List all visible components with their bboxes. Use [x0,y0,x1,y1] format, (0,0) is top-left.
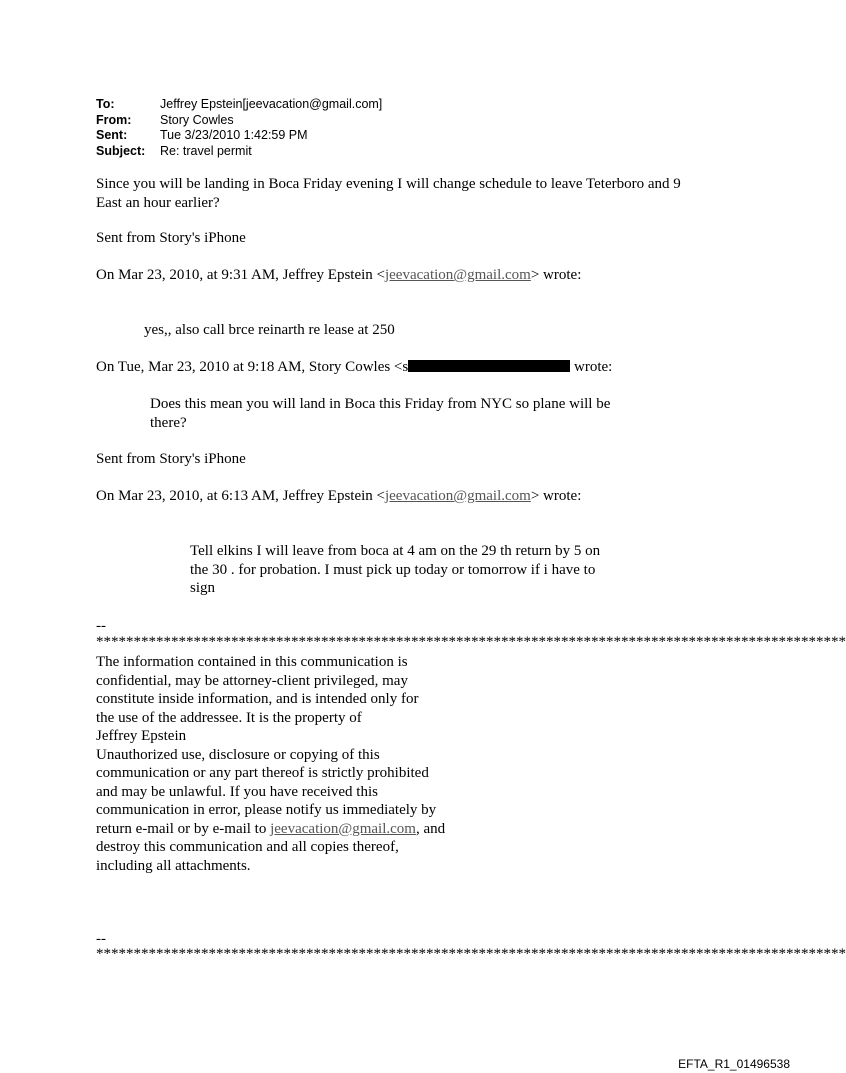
sent-label: Sent: [96,128,128,142]
subject-row [96,144,382,160]
message-line-2: East an hour earlier? [96,194,220,211]
footer-stars: **************************************************************************************************** [96,946,846,962]
redaction-bar [408,360,570,372]
quote-header-1-suffix: > wrote: [530,267,582,283]
disclaimer-line: constitute inside information, and is intended only for [96,691,419,707]
disclaimer-line: including all attachments. [96,857,251,874]
sent-row [96,128,382,144]
reply-2-line-2: there? [150,414,187,431]
disclaimer-line: communication in error, please notify us immediately by [96,802,437,818]
disclaimer-line: Jeffrey Epstein [96,728,187,744]
from-value: Story Cowles [160,112,234,127]
to-label: To: [96,97,115,111]
message-paragraph [96,175,681,212]
reply-2 [150,395,610,432]
quote-header-3-suffix: > wrote: [530,488,582,504]
signature-1: Sent from Story's iPhone [96,230,246,246]
reply-3-line-3: sign [190,580,216,596]
quote-header-2-prefix: On Tue, Mar 23, 2010 at 9:18 AM, Story Cowles < [96,359,403,375]
subject-label: Subject: [96,143,146,158]
disclaimer-line: Unauthorized use, disclosure or copying of this [96,746,380,763]
reply-3-line-1: Tell elkins I will leave from boca at 4 am on the 29 th return by 5 on [190,543,601,559]
to-value: Jeffrey Epstein[jeevacation@gmail.com] [160,97,383,111]
quote-header-2 [96,358,612,377]
footer-dashes: -- [96,931,106,947]
quote-header-3-prefix: On Mar 23, 2010, at 6:13 AM, Jeffrey Epstein < [96,488,385,504]
reply-3-line-2: the 30 . for probation. I must pick up today or tomorrow if i have to [190,561,596,578]
from-row [96,113,382,129]
email-link[interactable]: jeevacation@gmail.com [384,267,531,283]
reply-3 [190,542,600,598]
quote-header-3 [96,487,581,506]
quote-header-2-partial: s [402,359,409,375]
reply-2-line-1: Does this mean you will land in Boca this Friday from NYC so plane will be [150,396,611,412]
signature-2: Sent from Story's iPhone [96,451,246,467]
document-id: EFTA_R1_01496538 [678,1057,790,1071]
message-line-1: Since you will be landing in Boca Friday evening I will change schedule to leave Teterboro and 9 [96,176,681,192]
disclaimer-line: destroy this communication and all copies thereof, [96,839,399,855]
disclaimer-line-suffix: , and [415,820,446,837]
disclaimer-line-prefix: return e-mail or by e-mail to [96,820,271,837]
from-label: From: [96,112,132,127]
disclaimer-line: The information contained in this communication is [96,654,408,670]
separator-dashes: -- [96,618,106,634]
reply-1: yes,, also call brce reinarth re lease at 250 [144,322,395,338]
disclaimer-line: confidential, may be attorney-client privileged, may [96,672,408,689]
to-row [96,97,382,113]
subject-value: Re: travel permit [160,143,252,158]
sent-value: Tue 3/23/2010 1:42:59 PM [160,128,308,142]
email-header [96,97,382,159]
quote-header-2-suffix: wrote: [574,359,613,375]
separator-stars: **************************************************************************************************** [96,634,846,650]
confidentiality-disclaimer [96,653,445,875]
disclaimer-line: the use of the addressee. It is the property of [96,709,362,726]
disclaimer-line: and may be unlawful. If you have received this [96,783,378,800]
email-link[interactable]: jeevacation@gmail.com [270,820,416,837]
quote-header-1 [96,266,581,285]
email-link[interactable]: jeevacation@gmail.com [384,488,531,504]
disclaimer-line [96,820,445,839]
quote-header-1-prefix: On Mar 23, 2010, at 9:31 AM, Jeffrey Epstein < [96,267,385,283]
disclaimer-line: communication or any part thereof is strictly prohibited [96,765,429,781]
